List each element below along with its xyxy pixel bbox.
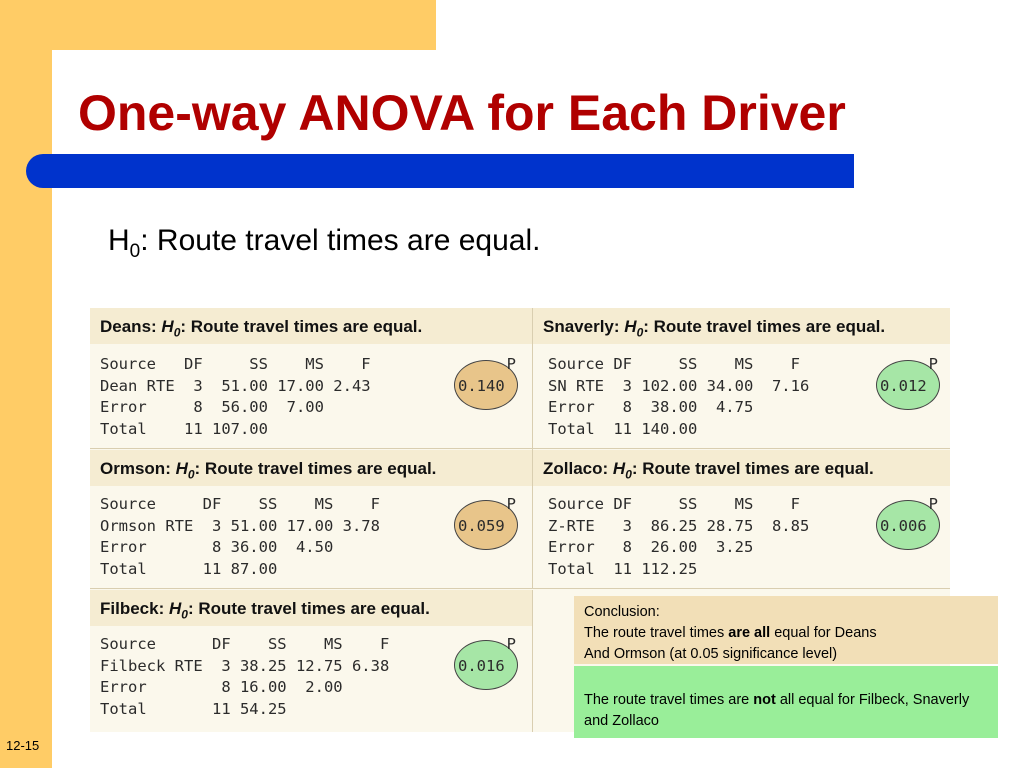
deans-anova-table [100,354,371,440]
table-line: Error 8 56.00 7.00 [100,398,324,417]
ormson-anova-table [100,494,380,580]
table-line: SN RTE 3 102.00 34.00 7.16 [548,376,810,395]
conclusion-text: The route travel times [584,625,729,641]
table-line: Error 8 26.00 3.25 [548,538,754,557]
filbeck-header-text: : Route travel times are equal. [187,599,430,618]
table-line: Source DF SS MS F [548,355,800,373]
zollaco-anova-table [548,494,809,580]
slide-title: One-way ANOVA for Each Driver [78,85,846,141]
table-line: Total 11 107.00 [100,419,268,438]
conclusion-heading: Conclusion: [584,604,660,620]
hypothesis-text: : Route travel times are equal. [140,224,541,257]
snaverly-header-text: : Route travel times are equal. [643,317,886,336]
table-line: Error 8 38.00 4.75 [548,398,754,417]
table-line: Total 11 140.00 [548,419,698,438]
table-line: Source DF SS MS F [100,355,371,373]
zollaco-name: Zollaco [543,459,603,478]
filbeck-header: Filbeck: $H_0$: Route travel times are equal. [90,590,532,626]
table-line: Source DF SS MS F [100,635,390,653]
not-equal-text: The route travel times are [584,692,754,708]
snaverly-anova-table [548,354,809,440]
p-header: P [928,355,938,373]
column-divider [532,308,533,588]
deans-name: Deans [100,317,152,336]
snaverly-header: Snaverly: $H_0$: Route travel times are equal. [533,308,950,344]
table-line: Error 8 16.00 2.00 [100,678,343,697]
table-line: Filbeck RTE 3 38.25 12.75 6.38 [100,656,390,675]
table-line: Source DF SS MS F [548,495,800,513]
title-underline-bar [26,154,854,188]
deans-p-column [458,354,516,397]
h0-symbol: $H_0$ [161,317,181,340]
deans-p-value: 0.140 [458,376,505,395]
column-divider [532,590,533,732]
table-line: Error 8 36.00 4.50 [100,538,334,557]
ormson-name: Ormson [100,459,166,478]
conclusion-line-1 [584,623,988,644]
table-line: Total 11 112.25 [548,559,698,578]
filbeck-name: Filbeck [100,599,159,618]
filbeck-anova-table [100,634,389,720]
filbeck-p-value: 0.016 [458,656,505,675]
h0-symbol: $H_0$ [624,317,644,340]
hypothesis-subscript: 0 [129,241,141,262]
top-accent-bar [0,0,436,50]
row-divider [90,448,950,449]
hypothesis-prefix: H [108,224,130,257]
conclusion-emphasis: are all [728,625,771,641]
snaverly-p-column [880,354,938,397]
table-line: Z-RTE 3 86.25 28.75 8.85 [548,516,810,535]
table-line: Total 11 87.00 [100,559,278,578]
left-accent-bar [0,0,52,768]
table-line: Total 11 54.25 [100,699,287,718]
not-equal-text: all equal for Filbeck, Snaverly and Zollaco [584,692,970,729]
ormson-header-text: : Route travel times are equal. [194,459,437,478]
snaverly-p-value: 0.012 [880,376,927,395]
p-header: P [506,495,516,513]
table-line: Source DF SS MS F [100,495,380,513]
ormson-p-value: 0.059 [458,516,505,535]
snaverly-name: Snaverly [543,317,614,336]
slide-number: 12-15 [6,738,40,753]
p-header: P [506,355,516,373]
conclusion-box [574,596,998,664]
deans-header-text: : Route travel times are equal. [180,317,423,336]
p-header: P [506,635,516,653]
table-line: Dean RTE 3 51.00 17.00 2.43 [100,376,371,395]
not-equal-emphasis: not [753,692,776,708]
h0-symbol: $H_0$ [175,459,195,482]
deans-header: Deans: $H_0$: Route travel times are equal. [90,308,532,344]
h0-symbol: $H_0$ [612,459,632,482]
not-equal-box [574,666,998,738]
ormson-header: Ormson: $H_0$: Route travel times are equal. [90,450,532,486]
conclusion-line-2: And Ormson (at 0.05 significance level) [584,646,838,662]
p-header: P [928,495,938,513]
h0-symbol: $H_0$ [168,599,188,622]
hypothesis-statement [108,224,540,263]
zollaco-header-text: : Route travel times are equal. [631,459,874,478]
ormson-p-column [458,494,516,537]
zollaco-p-column [880,494,938,537]
row-divider [90,588,950,589]
table-line: Ormson RTE 3 51.00 17.00 3.78 [100,516,380,535]
conclusion-text: equal for Deans [770,625,877,641]
filbeck-p-column [458,634,516,677]
zollaco-header: Zollaco: $H_0$: Route travel times are equal. [533,450,950,486]
zollaco-p-value: 0.006 [880,516,927,535]
